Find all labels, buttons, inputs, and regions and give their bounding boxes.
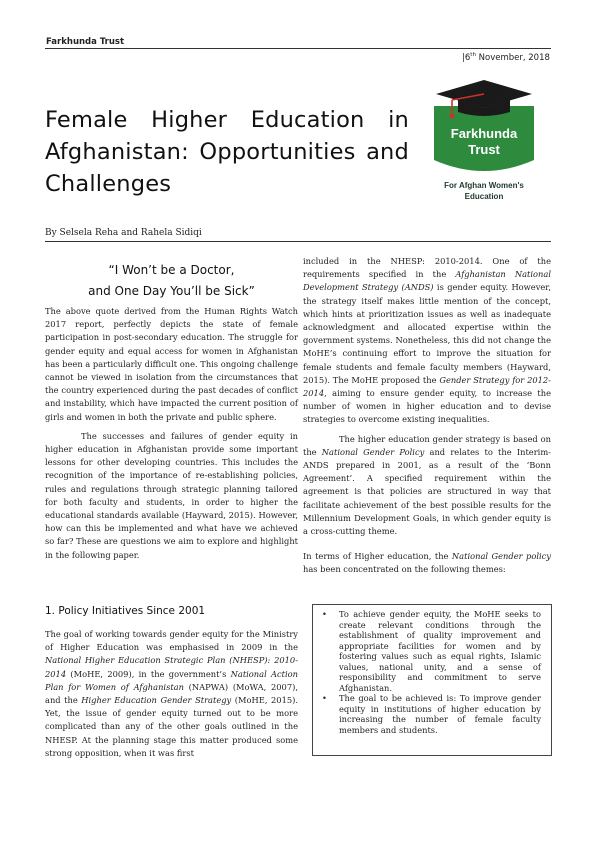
left-column — [45, 305, 298, 562]
pull-quote-line1: “I Won’t be a Doctor, — [108, 263, 235, 277]
publication-date: |6th November, 2018 — [462, 52, 550, 63]
themes-box — [312, 604, 552, 756]
paragraph-themes-intro: In terms of Higher education, the National Gender policy has been concentrated on the following themes: — [303, 551, 551, 575]
organization-name: Farkhunda Trust — [46, 37, 125, 47]
paragraph-gender-strategy: The higher education gender strategy is based on the National Gender Policy and relates to the Interim-ANDS prepared in 2001, as a result of the ‘Bonn Agreement’. A specified requirement within the agreement is that policies are structured in way that facilitate achievement of the best possible results for the Millennium Development Goals, in which gender equity is a cross-cutting theme. — [303, 433, 551, 537]
left-column-continued — [45, 628, 298, 760]
document-title: Female Higher Education in Afghanistan: Opportunities and Challenges — [45, 107, 409, 197]
authors-rule — [45, 241, 551, 242]
logo-name-line1: Farkhunda — [450, 126, 518, 141]
paragraph-successes: The successes and failures of gender equity in higher education in Afghanistan provide some important lessons for other developing countries. This includes the recognition of the importance of re-establishing policies, rules and regulations through strategic planning tailored for both faculty and students, in order to higher the educational standards available (Hayward, 2015). However, how can this be implemented and what have we achieved so far? These are questions we aim to explore and highlight in the following paper. — [45, 430, 298, 560]
authors-line: By Selsela Reha and Rahela Sidiqi — [45, 228, 202, 238]
farkhunda-trust-logo — [428, 78, 540, 202]
header-rule — [45, 48, 551, 49]
list-item: • To achieve gender equity, the MoHE seeks to create relevant conditions through the establishment of quality improvement and appropriate facilities for women and by fostering values such as equal rights, Islamic values, national unity, and a sense of responsibility and commitment to serve Afghanistan. — [322, 609, 541, 693]
list-item: • The goal to be achieved is: To improve gender equity in institutions of higher education by increasing the number of female faculty members and students. — [322, 693, 541, 735]
themes-list — [313, 609, 541, 735]
logo-tagline-line2: Education — [464, 192, 504, 201]
logo-tagline-line1: For Afghan Women's — [444, 181, 524, 190]
paragraph-nhesp: included in the NHESP: 2010-2014. One of the requirements specified in the Afghanistan National Development Strategy (ANDS) is gender equity. However, the strategy itself makes little mention of the concept, which hints at prioritization issues as well as inadequate acknowledgment and allocated expertise within the government systems. Nonetheless, this did not change the MoHE’s continuing effort to improve the situation for female students and female faculty members (Hayward, 2015). The MoHE proposed the Gender Strategy for 2012-2014, aiming to ensure gender equity, to increase the number of women in higher education and to devise strategies to overcome existing inequalities. — [303, 256, 551, 425]
right-column — [303, 255, 551, 577]
logo-tassel-end — [450, 114, 455, 119]
section-heading: 1. Policy Initiatives Since 2001 — [45, 605, 206, 617]
logo-name-line2: Trust — [468, 142, 500, 157]
pull-quote-line2: and One Day You’ll be Sick” — [88, 284, 255, 298]
paragraph-intro: The above quote derived from the Human Rights Watch 2017 report, perfectly depicts the state of female participation in post-secondary education. The struggle for gender equity and equal access for women in Afghanistan has been a particularly difficult one. This ongoing challenge cannot be viewed in isolation from the circumstances that the country experienced during the past decades of conflict and instability, which have impacted the current position of girls and women in both the private and public sphere. — [45, 306, 299, 422]
paragraph-policy-initiatives: The goal of working towards gender equity for the Ministry of Higher Education was emphasised in 2009 in the National Higher Education Strategic Plan (NHESP): 2010-2014 (MoHE, 2009), in the government’s National Action Plan for Women of Afghanistan (NAPWA) (MoWA, 2007), and the Higher Education Gender Strategy (MoHE, 2015). Yet, the issue of gender equity turned out to be more complicated than any of the other goals outlined in the NHESP. At the planning stage this matter produced some strong opposition, when it was first — [45, 629, 298, 758]
pull-quote — [45, 260, 298, 302]
